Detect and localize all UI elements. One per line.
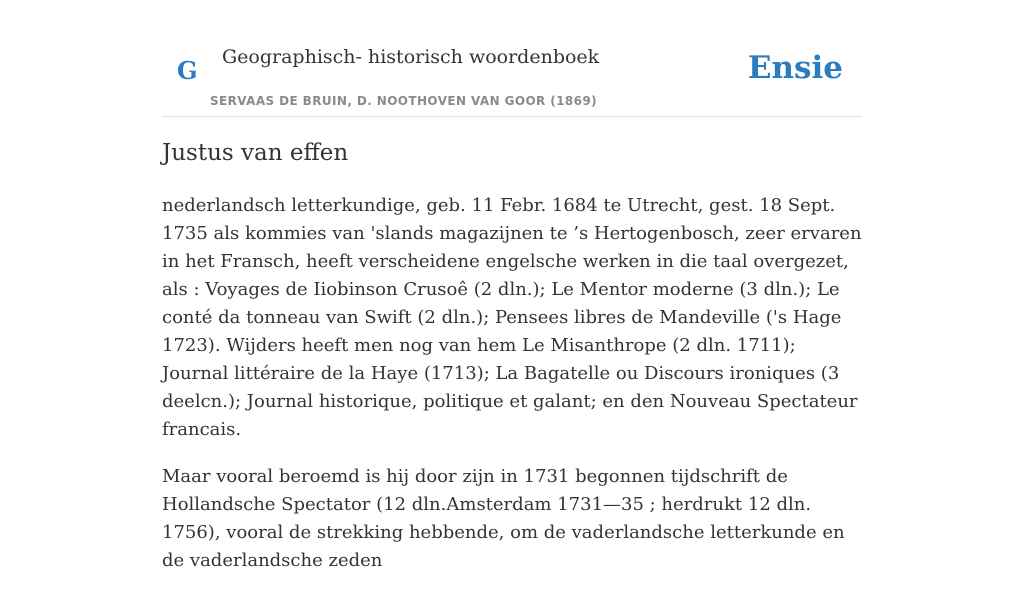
book-title[interactable]: Geographisch- historisch woordenboek bbox=[222, 46, 600, 68]
book-header bbox=[162, 0, 862, 117]
entry-paragraph: Maar vooral beroemd is hij door zijn in 1731 begonnen tijdschrift de Hollandsche Spectator (12 dln.Amsterdam 1731—35 ; herdrukt 12 dln. 1756), vooral de strekking hebbende, om de vaderlandsche letterkunde en de vaderlandsche zeden bbox=[162, 466, 845, 571]
entry-title: Justus van effen bbox=[162, 140, 349, 166]
book-logo[interactable]: G bbox=[177, 56, 198, 85]
entry-paragraph: nederlandsch letterkundige, geb. 11 Febr. 1684 te Utrecht, gest. 18 Sept. 1735 als kommies van 'slands magazijnen te ’s Hertogenbosch, zeer ervaren in het Fransch, heeft verscheidene engelsche werken in die taal overgezet, als : Voyages de Iiobinson Crusoê (2 dln.); Le Mentor moderne (3 dln.); Le conté da tonneau van Swift (2 dln.); Pensees libres de Mandeville ('s Hage 1723). Wijders heeft men nog van hem Le Misanthrope (2 dln. 1711); Journal littéraire de la Haye (1713); La Bagatelle ou Discours ironiques (3 deelcn.); Journal historique, politique et galant; en den Nouveau Spectateur francais. bbox=[162, 195, 862, 440]
book-authors: SERVAAS DE BRUIN, D. NOOTHOVEN VAN GOOR (1869) bbox=[210, 94, 598, 108]
ensie-logo-link[interactable]: Ensie bbox=[747, 50, 843, 86]
entry-content bbox=[162, 192, 862, 594]
